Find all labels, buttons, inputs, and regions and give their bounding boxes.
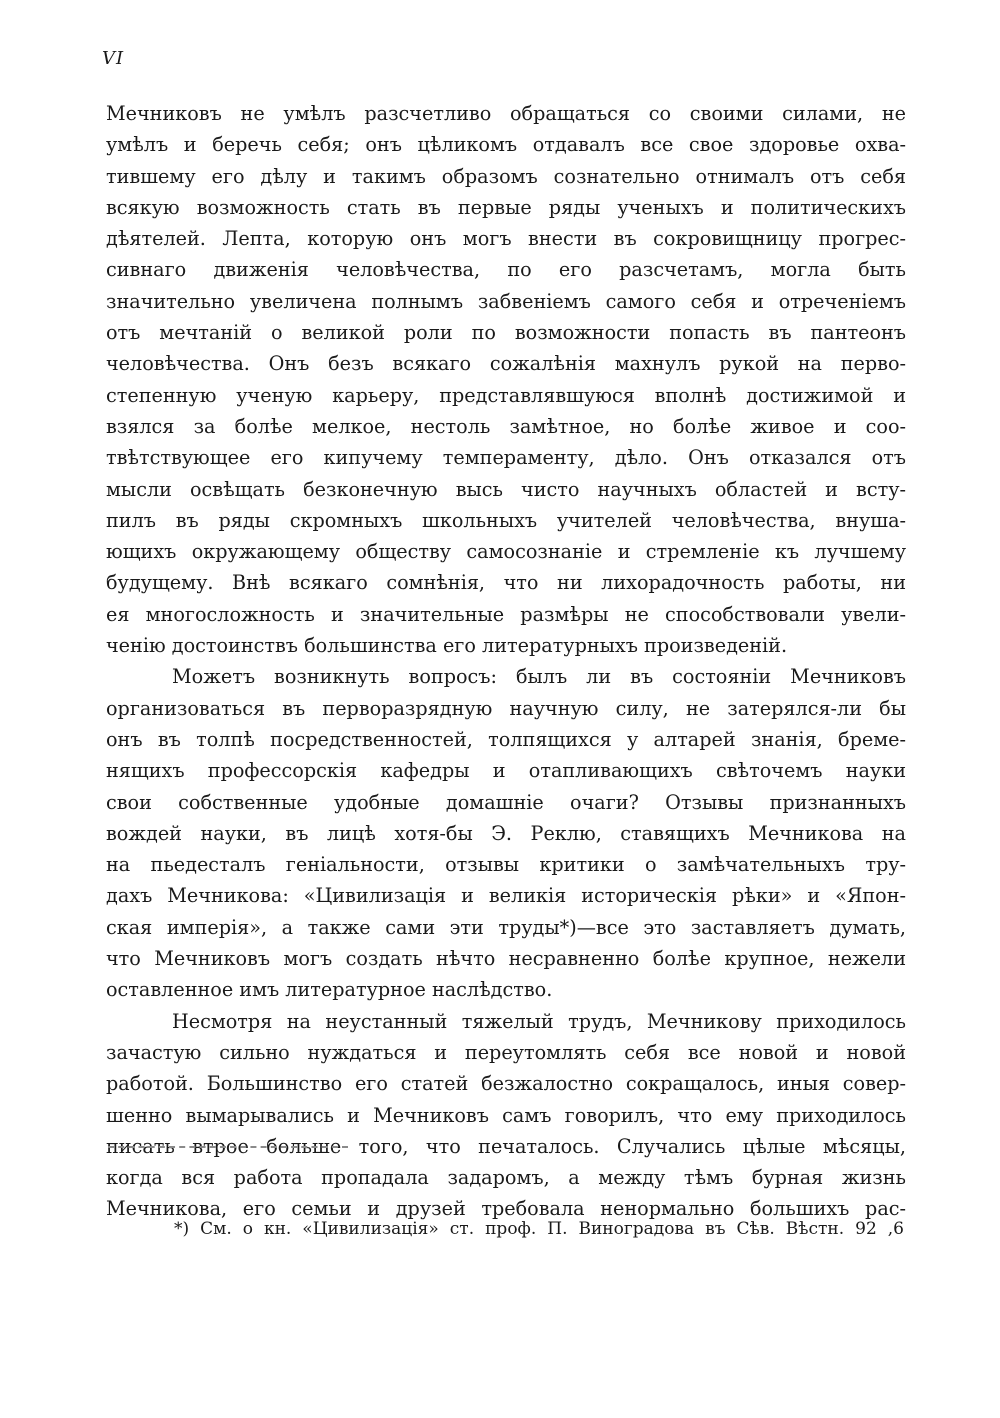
text-line: умѣлъ и беречь себя; онъ цѣликомъ отдавалъ все свое здоровье охва- xyxy=(106,133,906,157)
text-line: пилъ въ ряды скромныхъ школьныхъ учителей человѣчества, внуша- xyxy=(106,508,906,532)
text-line: свои собственные удобные домашніе очаги? Отзывы признанныхъ xyxy=(106,790,906,814)
text-line: ея многосложность и значительные размѣры не способствовали увели- xyxy=(106,602,906,626)
text-line: Несмотря на неустанный тяжелый трудъ, Мечникову приходилось xyxy=(172,1009,906,1033)
text-line: зачастую сильно нуждаться и переутомлять себя все новой и новой xyxy=(106,1040,906,1064)
text-line: дахъ Мечникова: «Цивилизація и великія историческія рѣки» и «Япон- xyxy=(106,884,906,908)
paragraph-1 xyxy=(106,98,906,661)
text-line: оставленное имъ литературное наслѣдство. xyxy=(106,978,553,1002)
text-line: тившему его дѣлу и такимъ образомъ сознательно отнималъ отъ себя xyxy=(106,164,906,188)
text-line: человѣчества. Онъ безъ всякаго сожалѣнія махнулъ рукой на перво- xyxy=(106,352,906,376)
text-line: когда вся работа пропадала задаромъ, а между тѣмъ бурная жизнь xyxy=(106,1166,906,1190)
footnote-separator xyxy=(108,1146,348,1148)
page-number: VI xyxy=(102,48,125,69)
text-line: ченію достоинствъ большинства его литературныхъ произведеній. xyxy=(106,634,788,658)
text-line: что Мечниковъ могъ создать нѣчто несравненно болѣе крупное, нежели xyxy=(106,947,906,971)
text-line: нящихъ профессорскія кафедры и отапливающихъ свѣточемъ науки xyxy=(106,759,906,783)
text-line: сивнаго движенія человѣчества, по его разсчетамъ, могла быть xyxy=(106,258,906,282)
body-text xyxy=(106,98,906,1225)
text-line: организоваться въ перворазрядную научную силу, не затерялся-ли бы xyxy=(106,696,906,720)
text-line: Можетъ возникнуть вопросъ: былъ ли въ состояніи Мечниковъ xyxy=(172,665,906,689)
text-line: взялся за болѣе мелкое, нестоль замѣтное, но болѣе живое и соо- xyxy=(106,414,906,438)
text-line: дѣятелей. Лепта, которую онъ могъ внести въ сокровищницу прогрес- xyxy=(106,227,906,251)
paragraph-2 xyxy=(106,661,906,1005)
text-line: будущему. Внѣ всякаго сомнѣнія, что ни лихорадочность работы, ни xyxy=(106,571,906,595)
text-line: вождей науки, въ лицѣ хотя-бы Э. Реклю, ставящихъ Мечникова на xyxy=(106,821,906,845)
text-line: ющихъ окружающему обществу самосознаніе и стремленіе къ лучшему xyxy=(106,540,906,564)
text-line: степенную ученую карьеру, представлявшуюся вполнѣ достижимой и xyxy=(106,383,906,407)
footnote: *) См. о кн. «Цивилизація» ст. проф. П. Виноградова въ Сѣв. Вѣстн. 92 ,6 xyxy=(174,1219,904,1239)
text-line: всякую возможность стать въ первые ряды ученыхъ и политическихъ xyxy=(106,195,906,219)
text-line: мысли освѣщать безконечную высь чисто научныхъ областей и всту- xyxy=(106,477,906,501)
text-line: ская имперія», а также сами эти труды*)—все это заставляетъ думать, xyxy=(106,915,906,939)
text-line: твѣтствующее его кипучему темпераменту, дѣло. Онъ отказался отъ xyxy=(106,446,906,470)
paragraph-3 xyxy=(106,1006,906,1225)
text-line: онъ въ толпѣ посредственностей, толпящихся у алтарей знанія, бреме- xyxy=(106,727,906,751)
text-line: писать втрое больше того, что печаталось. Случались цѣлые мѣсяцы, xyxy=(106,1134,906,1158)
text-line: отъ мечтаній о великой роли по возможности попасть въ пантеонъ xyxy=(106,321,906,345)
text-line: Мечниковъ не умѣлъ разсчетливо обращаться со своими силами, не xyxy=(106,102,906,125)
text-line: на пьедесталъ геніальности, отзывы критики о замѣчательныхъ тру- xyxy=(106,853,906,877)
text-line: Мечникова, его семьи и друзей требовала ненормально большихъ рас- xyxy=(106,1197,906,1221)
text-line: работой. Большинство его статей безжалостно сокращалось, иныя совер- xyxy=(106,1072,906,1096)
text-line: шенно вымарывались и Мечниковъ самъ говорилъ, что ему приходилось xyxy=(106,1103,906,1127)
text-line: значительно увеличена полнымъ забвеніемъ самого себя и отреченіемъ xyxy=(106,289,906,313)
